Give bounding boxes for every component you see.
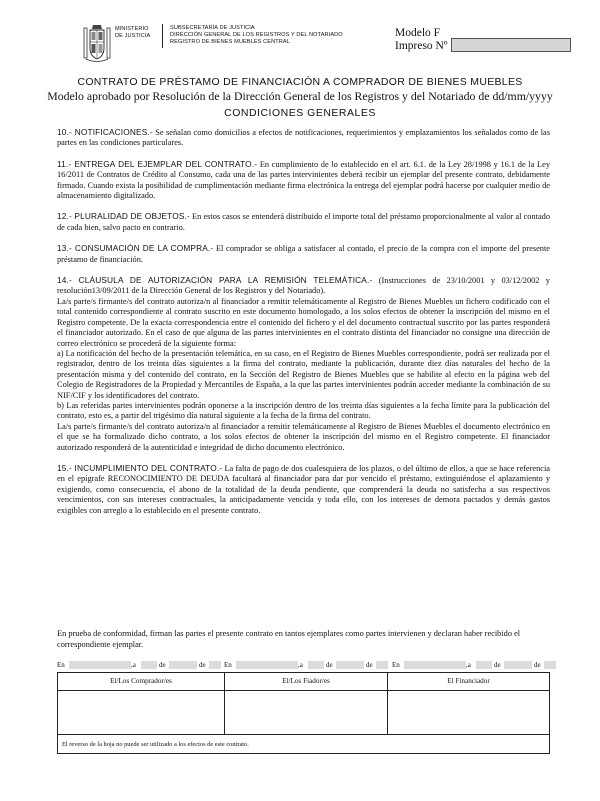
financier-signature-box[interactable] [388, 673, 549, 734]
place-field[interactable] [236, 661, 298, 669]
document-title: CONTRATO DE PRÉSTAMO DE FINANCIACIÓN A COMPRADOR DE BIENES MUEBLES [77, 76, 523, 88]
day-field[interactable] [308, 661, 324, 669]
month-field[interactable] [169, 661, 197, 669]
dept-line-2: DIRECCIÓN GENERAL DE LOS REGISTROS Y DEL NOTARIADO [170, 32, 343, 39]
clause-11 [57, 159, 550, 202]
conditions-heading: CONDICIONES GENERALES [224, 107, 376, 119]
date-en-label: En [392, 661, 400, 669]
clause-10-heading: 10.- NOTIFICACIONES.- [57, 127, 153, 137]
year-field[interactable] [376, 661, 388, 669]
date-en-label: En [224, 661, 232, 669]
day-field[interactable] [141, 661, 157, 669]
year-field[interactable] [544, 661, 556, 669]
conformity-statement: En prueba de conformidad, firman las partes el presente contrato en tantos ejemplares como partes intervienen y declaran haber recibido el correspondiente ejemplar. [57, 629, 521, 649]
clause-15-text: La falta de pago de dos cualesquiera de los plazos, o del último de ellos, a que se hace referencia en el epígrafe RECONOCIMIENTO DE DEUDA facultará al financiador para dar por vencido el préstamo, extinguiéndose el aplazamiento y exigiendo, como consecuencia, el abono de la totalidad de la deuda pendiente, que comprenderá la deuda no satisfecha a sus respectivos vencimientos, con sus intereses contractuales, la anticipadamente vencida y toda ello, con los intereses de demora pactados y demás gastos exigibles con arreglo a lo establecido en el presente contrato. [57, 463, 551, 515]
date-a-label: ,a [298, 661, 303, 669]
clause-15-heading: 15.- INCUMPLIMIENTO DEL CONTRATO.- [57, 462, 223, 473]
place-field[interactable] [404, 661, 466, 669]
document-subtitle: Modelo aprobado por Resolución de la Dirección General de los Registros y del Notariado de dd/mm/yyyy [47, 89, 553, 103]
date-a-label: ,a [131, 661, 136, 669]
clause-13-text: El comprador se obliga a satisfacer al contado, el precio de la compra con el importe del presente préstamo de financiación. [57, 244, 550, 264]
coat-of-arms-icon [82, 22, 112, 66]
guarantor-signature-header: El/Los Fiador/es [225, 673, 387, 691]
date-en-label: En [57, 661, 65, 669]
clause-14-paragraph-a: a) La notificación del hecho de la presentación telemática, en su caso, en el Registro de Bienes Muebles correspondiente, podrá ser realizada por el registrador, dentro de los treinta días siguientes a la firma del contrato, mediante la publicación, durante diez días naturales del hecho de la presentación misma y del contenido del contrato, en la Sección del Registro de Bienes Muebles que se habilite al efecto en la página web del Colegio de Registradores de la Propiedad y Mercantiles de España, a la que las partes intervinientes podrán acceder mediante la combinación de su NIF/CIF y los identificadores del contrato. [57, 348, 550, 400]
date-a-label: ,a [466, 661, 471, 669]
clause-14-reference: (Instrucciones de 23/10/2001 y 03/12/2002 y resolución13/09/2011 de la Dirección General de los Registros y del Notariado). [57, 276, 550, 296]
clause-10-text: Se señalan como domicilios a efectos de notificaciones, requerimientos y emplazamientos los señalados como de las partes en las condiciones particulares. [57, 128, 550, 148]
date-de-label: de [199, 661, 206, 669]
date-de-label: de [326, 661, 333, 669]
clause-10 [57, 127, 550, 149]
buyer-signature-box[interactable] [58, 673, 225, 734]
reverse-side-notice: El reverso de la hoja no puede ser utilizado a los efectos de este contrato. [58, 734, 549, 755]
clause-13-heading: 13.- CONSUMACIÓN DE LA COMPRA.- [57, 243, 214, 254]
clause-14-paragraph-b: b) Las referidas partes intervinientes podrán oponerse a la inscripción dentro de los treinta días siguientes a la fecha límite para la publicación del contrato, esto es, a partir del trigésimo día natural siguiente a la fecha de la firma del contrato. [57, 400, 550, 421]
clause-15 [57, 463, 550, 516]
clause-14 [57, 275, 550, 297]
dept-line-3: REGISTRO DE BIENES MUEBLES CENTRAL [170, 39, 290, 46]
clause-11-text: En cumplimiento de lo establecido en el art. 6.1. de la Ley 28/1998 y 16.1 de la Ley 16/2011 de Contratos de Crédito al Consumo, cada una de las partes intervinientes deberá recibir un ejemplar del presente contrato, debidamente firmado. Cuando exista la posibilidad de cumplimentación mediante firma electrónica la entrega del ejemplar podrá hacerse por cualquier medio de almacenamiento digitalizado. [57, 159, 550, 201]
date-line-guarantor [224, 660, 389, 670]
clause-12-text: En estos casos se entenderá distribuido el importe total del préstamo proporcionalmente al valor al contado de cada bien, salvo pacto en contrario. [57, 212, 550, 232]
clause-11-heading: 11.- ENTREGA DEL EJEMPLAR DEL CONTRATO.- [57, 158, 258, 169]
financier-signature-header: El Financiador [388, 673, 549, 691]
date-de-label: de [494, 661, 501, 669]
signature-table [57, 672, 550, 754]
impreso-label: Impreso Nº [395, 40, 448, 52]
ministry-line-1: MINISTERIO [115, 26, 149, 32]
date-de-label: de [366, 661, 373, 669]
clause-14-heading: 14.- CLÁUSULA DE AUTORIZACIÓN PARA LA REMISIÓN TELEMÁTICA.- [57, 275, 373, 286]
day-field[interactable] [476, 661, 492, 669]
model-label: Modelo F [395, 27, 441, 39]
year-field[interactable] [209, 661, 221, 669]
department-block [170, 25, 343, 47]
clause-12 [57, 211, 550, 233]
dept-line-1: SUBSECRETARÍA DE JUSTICIA [170, 25, 255, 31]
guarantor-signature-box[interactable] [225, 673, 388, 734]
place-field[interactable] [69, 661, 131, 669]
clauses-body [57, 127, 550, 526]
ministry-line-2: DE JUSTICIA [115, 33, 151, 39]
clause-13 [57, 243, 550, 265]
month-field[interactable] [336, 661, 364, 669]
header-divider [162, 24, 163, 48]
clause-12-heading: 12.- PLURALIDAD DE OBJETOS.- [57, 211, 190, 222]
date-line-financier [392, 660, 557, 670]
clause-14-paragraph-1: La/s parte/s firmante/s del contrato autoriza/n al financiador a remitir telemáticamente al Registro de Bienes Muebles un fichero codificado con el total contenido correspondiente al contrato suscrito en este documento homologado, a los solos efectos de obtener la inscripción del mismo en el Registro competente. De la exacta correspondencia entre el contenido del fichero y el del documento contractual suscrito por las partes responderá el financiador autorizado. En el caso de que alguna de las partes intervinientes en el contrato distinta del financiador no consigne una dirección de correo electrónico se procederá de la siguiente forma: [57, 296, 550, 348]
impreso-number-field[interactable] [451, 38, 571, 52]
clause-14-paragraph-2: La/s parte/s firmante/s del contrato autoriza/n al financiador a remitir telemáticamente al Registro de Bienes Muebles el documento electrónico en el que se ha formalizado dicho contrato, a los solos efectos de obtener la inscripción del mismo en el Registro competente. El financiador autorizado responderá de la autenticidad e integridad de dicho documento electrónico. [57, 421, 550, 452]
ministry-name [115, 26, 150, 40]
month-field[interactable] [504, 661, 532, 669]
date-line-buyer [57, 660, 222, 670]
buyer-signature-header: El/Los Comprador/es [58, 673, 224, 691]
date-de-label: de [159, 661, 166, 669]
date-de-label: de [534, 661, 541, 669]
